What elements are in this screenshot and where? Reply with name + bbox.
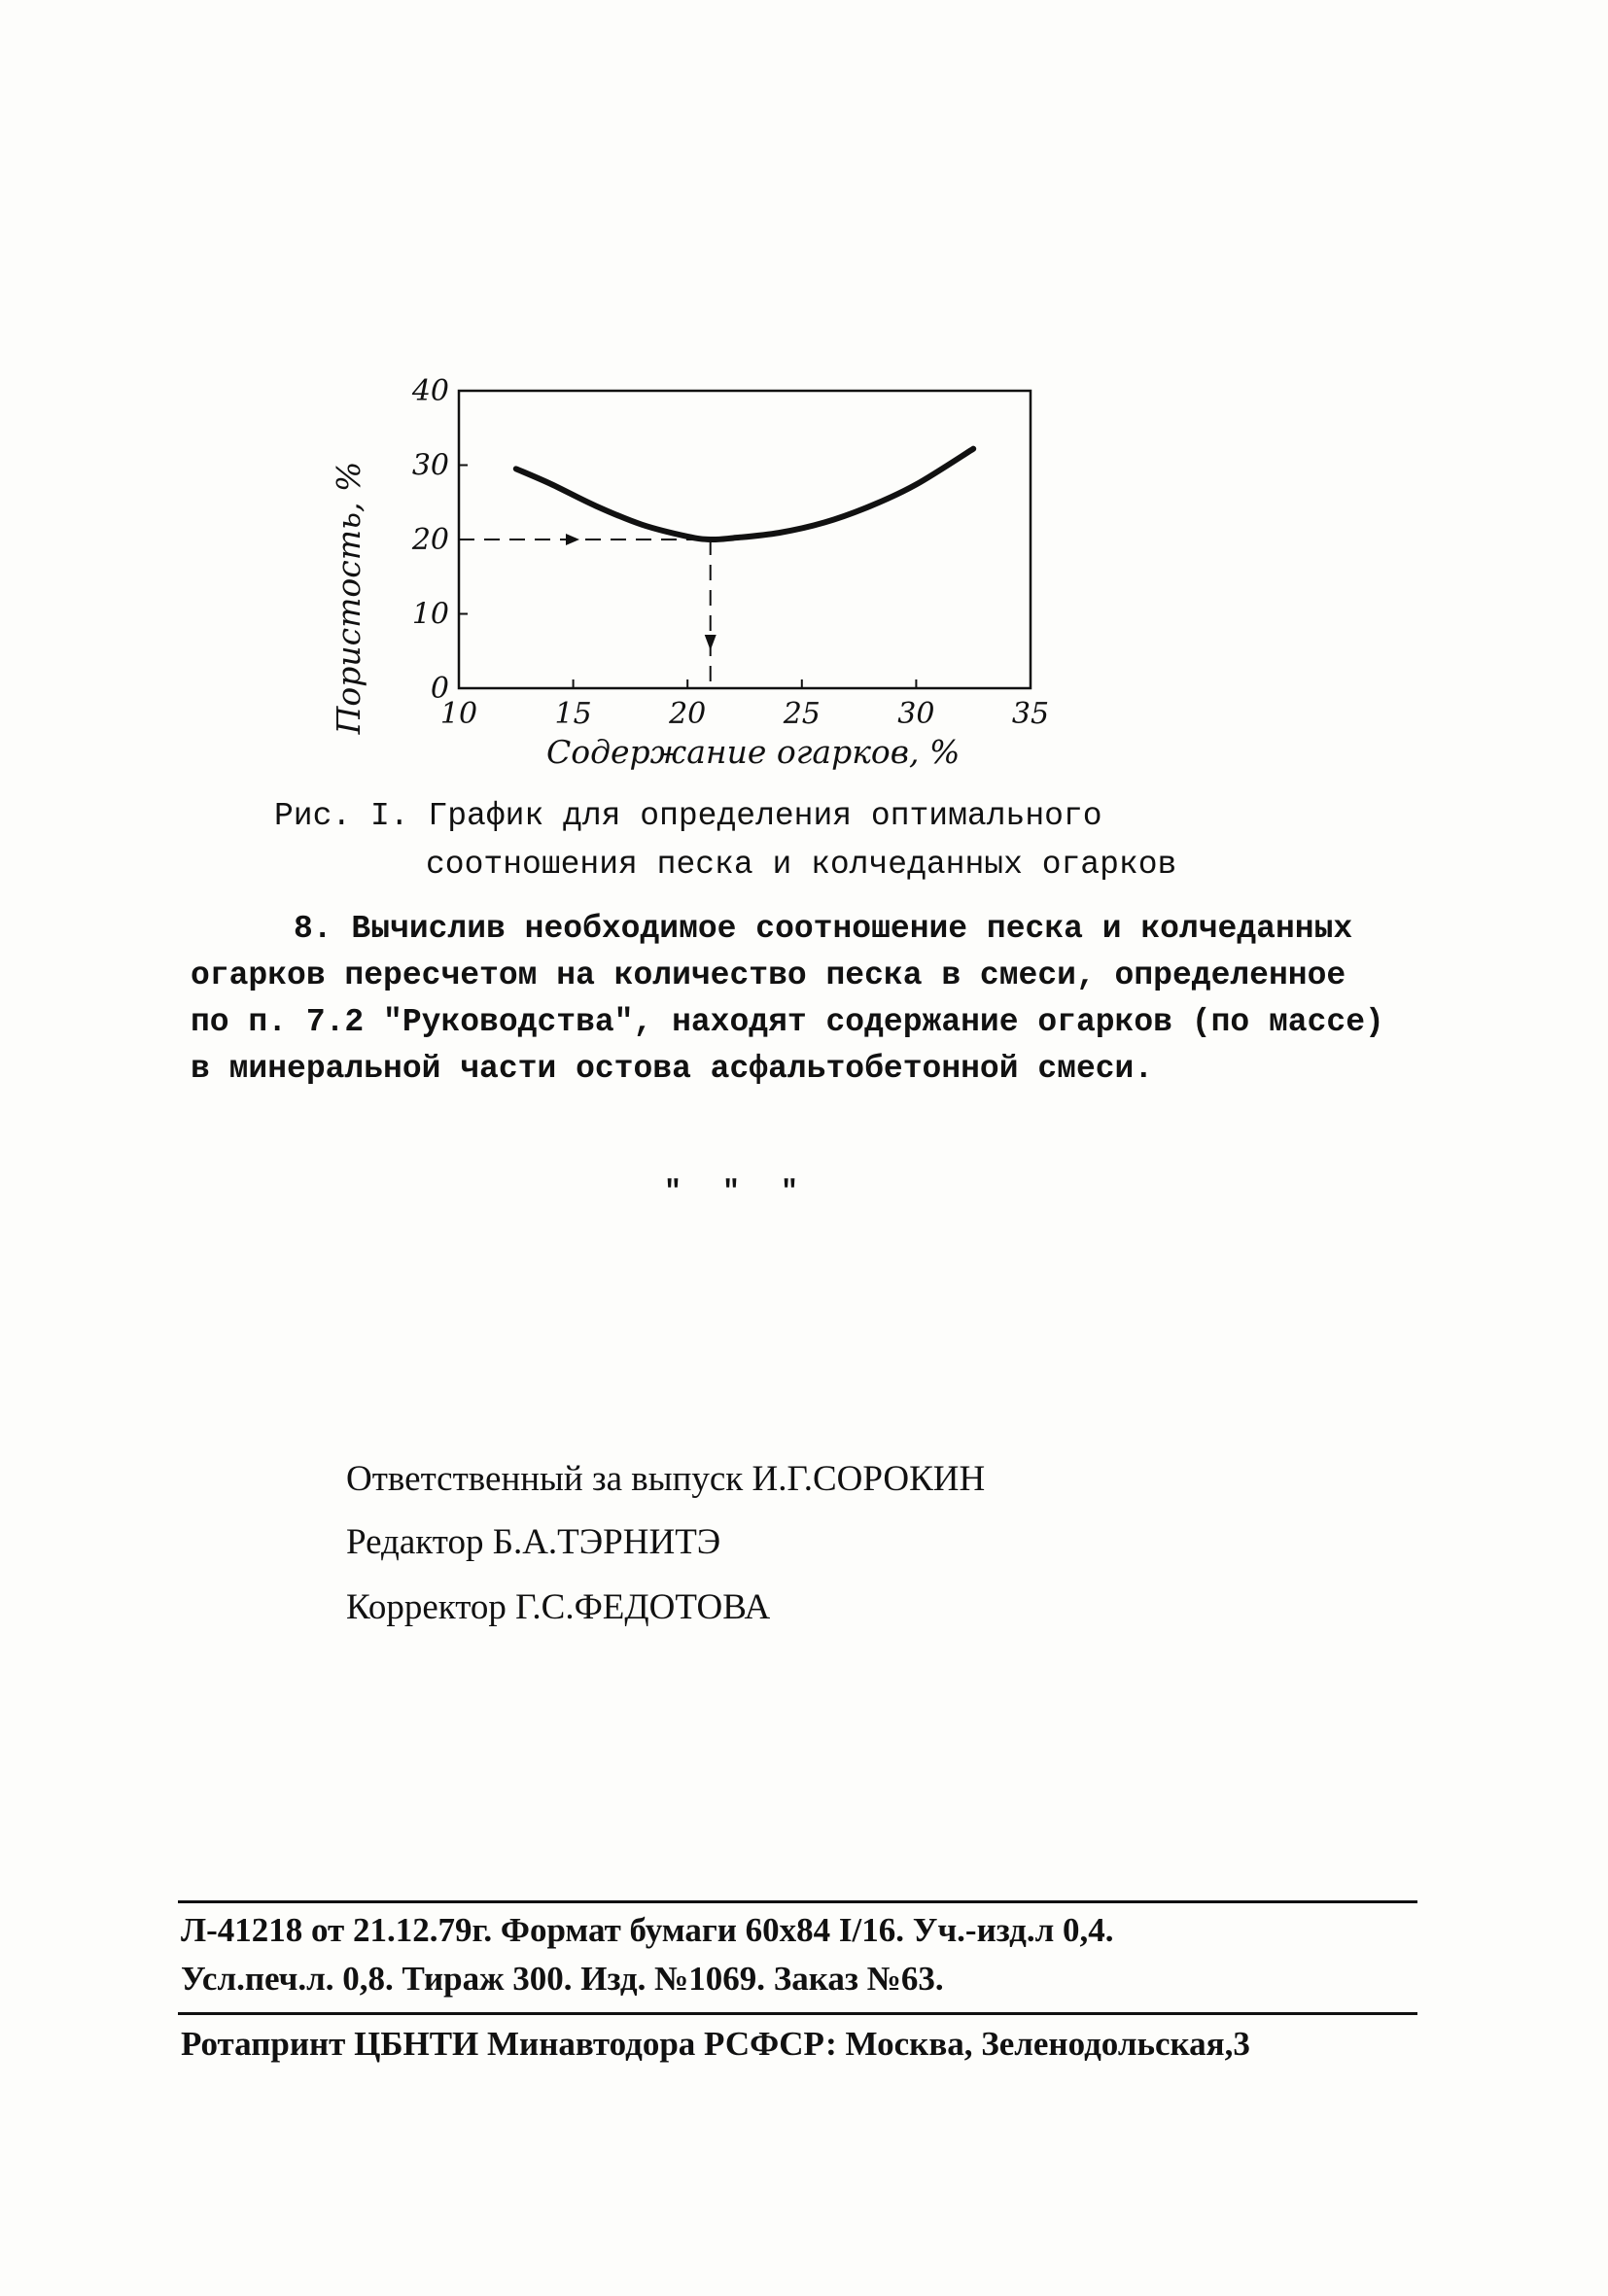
credit-proofreader: Корректор Г.С.ФЕДОТОВА: [346, 1587, 771, 1627]
y-tick-label: 0: [430, 672, 449, 706]
paragraph-line: по п. 7.2 "Руководства", находят содержание огарков (по массе): [191, 1004, 1384, 1040]
imprint-line-2: Усл.печ.л. 0,8. Тираж 300. Изд. №1069. Заказ №63.: [181, 1960, 944, 1998]
y-tick-label: 30: [411, 448, 449, 483]
credit-responsible: Ответственный за выпуск И.Г.СОРОКИН: [346, 1459, 986, 1499]
imprint-line-3: Ротапринт ЦБНТИ Минавтодора РСФСР: Москва, Зеленодольская,3: [181, 2025, 1250, 2063]
x-tick-label: 20: [669, 697, 707, 731]
porosity-chart: [292, 355, 1069, 783]
down-arrow-icon: [705, 635, 717, 650]
right-arrow-icon: [566, 534, 579, 545]
y-tick-label: 40: [411, 374, 449, 408]
x-tick-label: 30: [897, 697, 935, 731]
ditto-marks: " " ": [664, 1176, 811, 1209]
x-tick-label: 35: [1011, 697, 1050, 731]
y-tick-label: 20: [411, 523, 449, 557]
imprint-rule-top: [178, 1900, 1417, 1903]
paragraph-line: огарков пересчетом на количество песка в смеси, определенное: [191, 957, 1346, 993]
x-tick-label: 15: [554, 697, 592, 731]
imprint-line-1: Л-41218 от 21.12.79г. Формат бумаги 60х84 I/16. Уч.-изд.л 0,4.: [181, 1911, 1114, 1949]
paragraph-line: 8. Вычислив необходимое соотношение песка и колчеданных: [294, 911, 1353, 947]
y-tick-label: 10: [411, 597, 449, 632]
figure-caption-line-2: соотношения песка и колчеданных огарков: [426, 847, 1177, 883]
porosity-curve: [516, 449, 973, 539]
x-tick-label: 25: [783, 697, 821, 731]
x-tick-label: 10: [439, 697, 478, 731]
paragraph-8: [191, 906, 1416, 1093]
imprint-rule-bottom: [178, 2012, 1417, 2015]
x-axis-label: Содержание огарков, %: [546, 733, 961, 771]
y-axis-label: Пористость, %: [330, 461, 367, 735]
figure-caption-line-1: Рис. I. График для определения оптимального: [274, 798, 1102, 834]
credit-editor: Редактор Б.А.ТЭРНИТЭ: [346, 1522, 721, 1562]
paragraph-line: в минеральной части остова асфальтобетонной смеси.: [191, 1051, 1154, 1087]
